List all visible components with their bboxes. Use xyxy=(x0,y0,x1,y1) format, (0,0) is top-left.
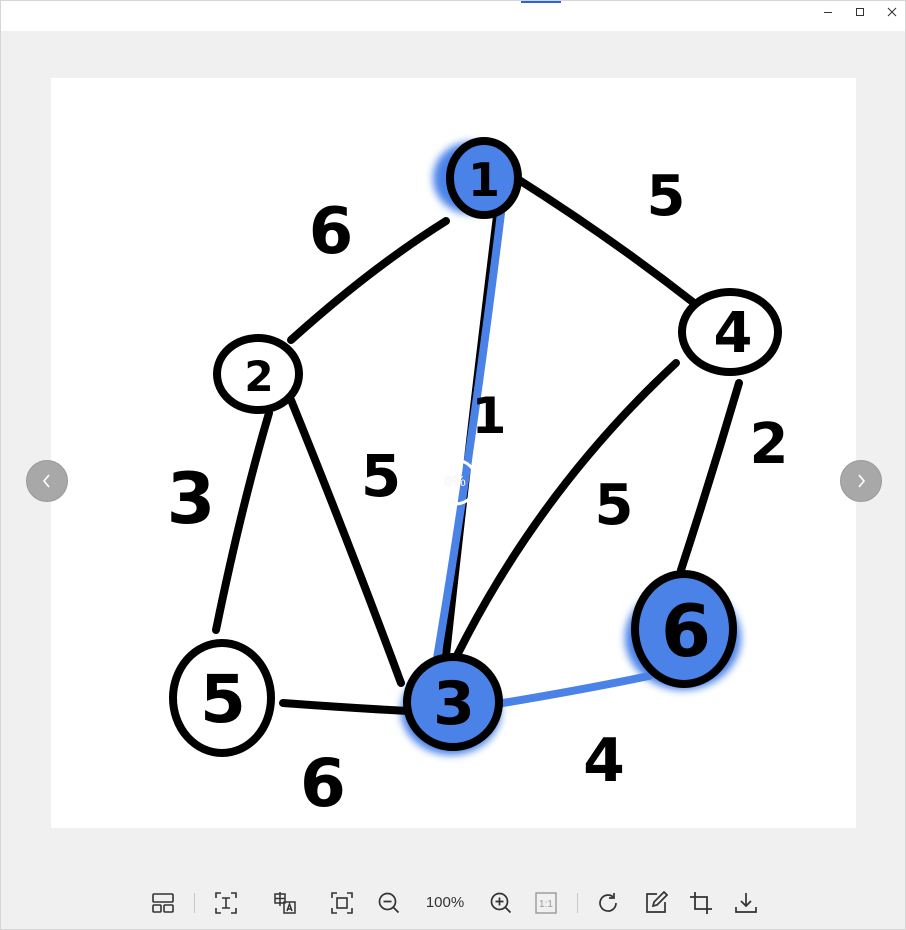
chevron-left-icon xyxy=(40,472,54,490)
node-4-label: 4 xyxy=(713,301,753,366)
maximize-button[interactable] xyxy=(843,1,877,23)
edit-icon xyxy=(644,891,668,915)
weight-1-2: 6 xyxy=(308,195,354,269)
title-accent xyxy=(521,1,561,3)
minimize-icon xyxy=(822,6,834,18)
edge-5-3 xyxy=(283,703,408,711)
thumbnail-view-icon xyxy=(151,891,175,915)
svg-text:1:1: 1:1 xyxy=(539,899,553,910)
weight-4-6: 2 xyxy=(749,412,789,477)
maximize-icon xyxy=(854,6,866,18)
chevron-right-icon xyxy=(854,472,868,490)
title-bar[interactable] xyxy=(1,1,905,31)
zoom-in-button[interactable] xyxy=(487,889,515,917)
zoom-level: 100% xyxy=(425,894,465,911)
node-6-label: 6 xyxy=(660,589,712,673)
zoom-in-icon xyxy=(489,891,513,915)
crop-icon xyxy=(689,891,713,915)
next-image-button[interactable] xyxy=(840,460,882,502)
zoom-out-button[interactable] xyxy=(375,889,403,917)
loading-percent: 8% xyxy=(444,473,466,490)
actual-size-button[interactable] xyxy=(532,889,560,917)
extract-text-button[interactable] xyxy=(212,889,240,917)
weight-1-3: 1 xyxy=(471,387,507,445)
edge-4-6 xyxy=(681,383,739,570)
node-2-label: 2 xyxy=(244,352,274,401)
crop-button[interactable] xyxy=(687,889,715,917)
download-button[interactable] xyxy=(732,889,760,917)
fit-screen-button[interactable] xyxy=(328,889,356,917)
edge-2-5 xyxy=(216,413,269,630)
translate-button[interactable] xyxy=(271,889,299,917)
weight-3-6: 4 xyxy=(583,726,625,796)
rotate-button[interactable] xyxy=(594,889,622,917)
node-1-label: 1 xyxy=(467,153,501,207)
weight-5-3: 6 xyxy=(300,745,346,822)
actual-size-icon xyxy=(534,891,558,915)
close-icon xyxy=(886,6,898,18)
loading-indicator xyxy=(429,456,481,508)
image-canvas xyxy=(51,78,856,828)
weight-2-3: 5 xyxy=(360,442,402,510)
fit-screen-icon xyxy=(330,891,354,915)
weight-1-4: 5 xyxy=(646,164,686,229)
close-button[interactable] xyxy=(875,1,906,23)
download-icon xyxy=(734,891,758,915)
translate-icon xyxy=(273,891,297,915)
toolbar-separator xyxy=(577,893,578,913)
node-3-label: 3 xyxy=(433,669,475,739)
graph-drawing xyxy=(51,78,856,828)
rotate-icon xyxy=(596,891,620,915)
weight-4-3: 5 xyxy=(594,473,634,538)
edge-3-6-highlight xyxy=(497,676,649,704)
minimize-button[interactable] xyxy=(811,1,845,23)
extract-text-icon xyxy=(214,891,238,915)
toolbar-separator xyxy=(194,893,195,913)
previous-image-button[interactable] xyxy=(26,460,68,502)
node-labels xyxy=(200,153,752,739)
zoom-out-icon xyxy=(377,891,401,915)
edit-button[interactable] xyxy=(642,889,670,917)
node-5-label: 5 xyxy=(200,661,246,738)
bottom-toolbar xyxy=(1,877,905,929)
weight-2-5: 3 xyxy=(166,458,216,540)
thumbnail-view-button[interactable] xyxy=(149,889,177,917)
